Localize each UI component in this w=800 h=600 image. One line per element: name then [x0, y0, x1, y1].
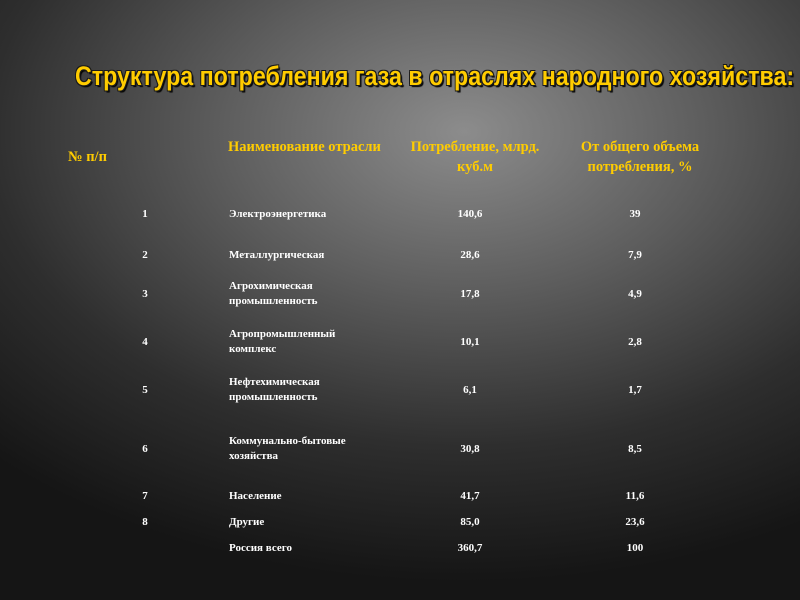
row-share: 1,7	[628, 384, 642, 396]
row-industry-name: Население	[229, 489, 282, 502]
row-consumption: 41,7	[460, 490, 480, 502]
row-share: 100	[626, 542, 644, 554]
row-number: 8	[142, 516, 148, 528]
row-share: 8,5	[628, 443, 642, 455]
table-row	[0, 374, 800, 406]
table-row	[0, 244, 800, 266]
row-consumption: 360,7	[457, 542, 483, 554]
row-industry-name: Агропромышленный комплекс	[229, 328, 336, 355]
row-consumption: 10,1	[460, 336, 480, 348]
header-share: От общего объема потребления, %	[580, 139, 700, 175]
row-number: 3	[142, 288, 148, 300]
table-row	[0, 485, 800, 507]
table-row	[0, 203, 800, 225]
table-row	[0, 433, 800, 465]
row-share: 2,8	[628, 336, 642, 348]
table-row	[0, 511, 800, 533]
row-share: 11,6	[625, 490, 645, 502]
slide-title: Структура потребления газа в отраслях народного хозяйства:	[75, 61, 795, 91]
row-industry-name: Нефтехимическая промышленность	[229, 376, 320, 403]
row-consumption: 6,1	[463, 384, 477, 396]
row-industry-name: Агрохимическая промышленность	[229, 280, 318, 307]
row-number	[125, 537, 165, 559]
row-share: 7,9	[628, 249, 642, 261]
row-number: 2	[142, 249, 148, 261]
row-consumption: 140,6	[457, 208, 483, 220]
row-industry-name: Коммунально-бытовые хозяйства	[229, 435, 346, 462]
row-number: 5	[142, 384, 148, 396]
table-row	[0, 326, 800, 358]
table-row-total	[0, 537, 800, 559]
header-number: № п/п	[68, 149, 107, 165]
row-industry-name: Другие	[229, 515, 265, 528]
row-number: 1	[142, 208, 148, 220]
row-share: 23,6	[625, 516, 645, 528]
table-row	[0, 278, 800, 310]
header-consumption: Потребление, млрд. куб.м	[410, 139, 540, 175]
row-consumption: 17,8	[460, 288, 480, 300]
row-number: 4	[142, 336, 148, 348]
row-industry-name: Электроэнергетика	[229, 207, 327, 220]
row-number: 6	[142, 443, 148, 455]
row-industry-name: Металлургическая	[229, 248, 325, 261]
row-consumption: 30,8	[460, 443, 480, 455]
row-number: 7	[142, 490, 148, 502]
row-industry-name: Россия всего	[229, 541, 292, 554]
row-consumption: 85,0	[460, 516, 480, 528]
row-share: 4,9	[628, 288, 642, 300]
row-share: 39	[629, 208, 641, 220]
header-industry-name: Наименование отрасли	[228, 139, 381, 155]
row-consumption: 28,6	[460, 249, 480, 261]
